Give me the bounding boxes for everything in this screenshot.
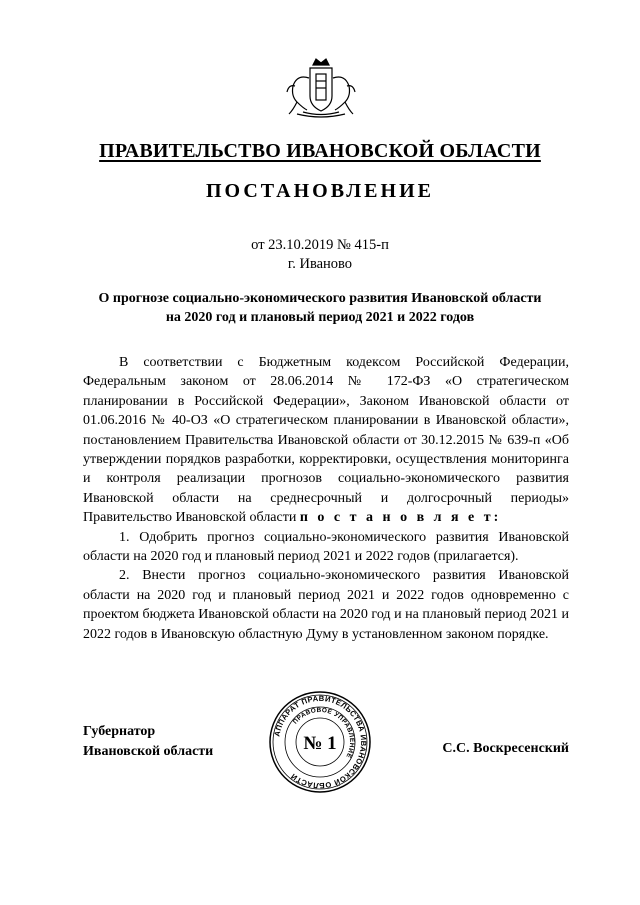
item-2: 2. Внести прогноз социально-экономического развития Ивановской области на 2020 год и плановый период 2021 и 2022 годов одновременно с проектом бюджета Ивановской области на 2020 год и на плановый период 2021 и 2022 годов в Ивановскую областную Думу в установленном законом порядке. bbox=[83, 568, 569, 642]
government-title: ПРАВИТЕЛЬСТВО ИВАНОВСКОЙ ОБЛАСТИ bbox=[99, 140, 541, 162]
svg-text:ПРАВОВОЕ УПРАВЛЕНИЕ: ПРАВОВОЕ УПРАВЛЕНИЕ bbox=[291, 706, 356, 760]
official-seal-icon bbox=[268, 690, 372, 794]
document-subject: О прогнозе социально-экономического развития Ивановской области на 2020 год и плановый период 2021 и 2022 годов bbox=[98, 291, 542, 325]
coat-of-arms-icon bbox=[283, 56, 359, 120]
resolves-word: п о с т а н о в л я е т: bbox=[299, 510, 502, 526]
signatory-position: Губернатор Ивановской области bbox=[83, 724, 214, 759]
svg-text:АППАРАТ ПРАВИТЕЛЬСТВА ИВАНОВСК: АППАРАТ ПРАВИТЕЛЬСТВА ИВАНОВСКОЙ ОБЛАСТИ bbox=[272, 693, 369, 791]
item-1: 1. Одобрить прогноз социально-экономического развития Ивановской области на 2020 год и плановый период 2021 и 2022 годов (прилагается). bbox=[83, 529, 569, 565]
preamble-paragraph: В соответствии с Бюджетным кодексом Российской Федерации, Федеральным законом от 28.06.2014 № 172-ФЗ «О стратегическом планировании в Российской Федерации», Законом Ивановской области от 01.06.2016 № 40-ОЗ «О стратегическом планировании в Ивановской области», постановлением Правительства Ивановской области от 30.12.2015 № 639-п «Об утверждении порядков разработки, корректировки, осуществления мониторинга и контроля реализации прогнозов социально-экономического развития Ивановской области на среднесрочный и долгосрочный периоды» Правительство Ивановской области п о с т а н о в л я е т: bbox=[83, 355, 569, 526]
document-body bbox=[83, 353, 569, 644]
signatory-name: С.С. Воскресенский bbox=[442, 741, 569, 756]
date-number: от 23.10.2019 № 415-п bbox=[251, 237, 389, 253]
document-type: ПОСТАНОВЛЕНИЕ bbox=[206, 180, 434, 202]
seal-number: № 1 bbox=[303, 733, 337, 754]
city: г. Иваново bbox=[287, 256, 353, 272]
document-meta bbox=[0, 236, 640, 274]
